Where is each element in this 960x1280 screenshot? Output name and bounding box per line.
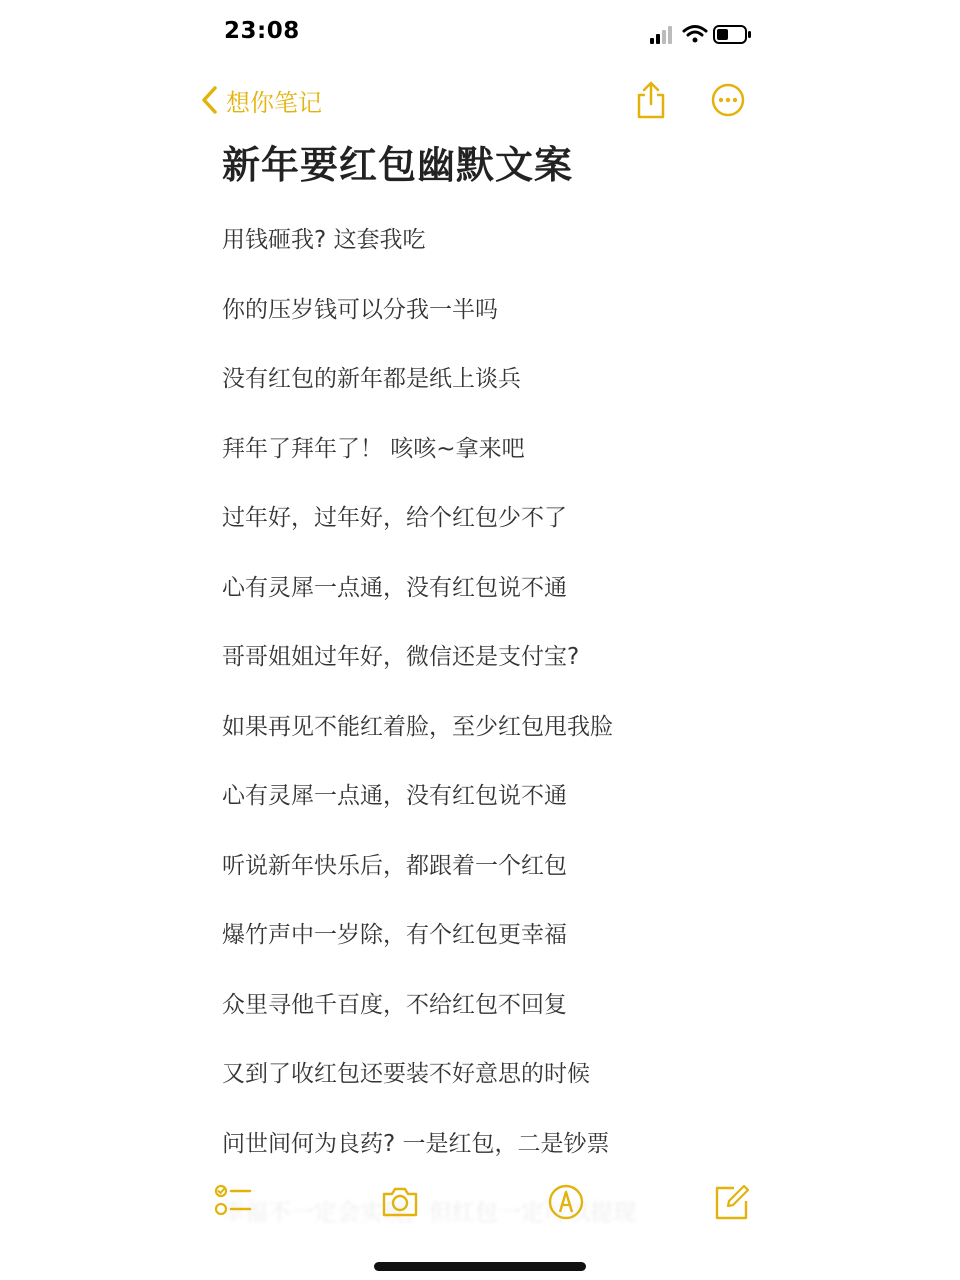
cellular-signal-icon	[650, 26, 672, 44]
share-icon[interactable]	[634, 80, 668, 120]
markup-icon[interactable]	[546, 1182, 586, 1222]
note-line: 没有红包的新年都是纸上谈兵	[222, 366, 521, 392]
note-line: 问世间何为良药? 一是红包，二是钞票	[222, 1130, 610, 1157]
status-icons	[648, 22, 758, 48]
checklist-icon[interactable]	[214, 1182, 254, 1222]
note-line: 心有灵犀一点通，没有红包说不通	[222, 574, 567, 601]
note-line: 你的压岁钱可以分我一半吗	[222, 296, 498, 323]
more-icon[interactable]	[710, 82, 746, 118]
note-line: 众里寻他千百度，不给红包不回复	[222, 991, 567, 1018]
back-button[interactable]	[200, 82, 322, 118]
note-line: 心有灵犀一点通，没有红包说不通	[222, 783, 567, 809]
chevron-left-icon	[200, 85, 218, 115]
compose-icon[interactable]	[712, 1182, 752, 1222]
note-line: 过年好，过年好，给个红包少不了	[222, 505, 567, 531]
wifi-icon	[684, 27, 706, 43]
note-line: 爆竹声中一岁除，有个红包更幸福	[222, 922, 567, 948]
back-label: 想你笔记	[226, 88, 322, 117]
camera-icon[interactable]	[380, 1182, 420, 1222]
status-time: 23:08	[224, 18, 300, 44]
note-line: 如果再见不能红着脸，至少红包甩我脸	[222, 713, 613, 740]
note-line: 哥哥姐姐过年好，微信还是支付宝?	[222, 644, 580, 670]
note-line: 拜年了拜年了！ 咳咳~拿来吧	[222, 435, 525, 462]
note-line: 用钱砸我? 这套我吃	[222, 227, 426, 253]
battery-icon	[714, 26, 751, 43]
note-body[interactable]	[222, 220, 742, 1263]
note-title: 新年要红包幽默文案	[222, 143, 574, 187]
home-indicator[interactable]	[374, 1262, 586, 1271]
note-line: 听说新年快乐后，都跟着一个红包	[222, 852, 567, 879]
note-line: 又到了收红包还要装不好意思的时候	[222, 1061, 590, 1087]
